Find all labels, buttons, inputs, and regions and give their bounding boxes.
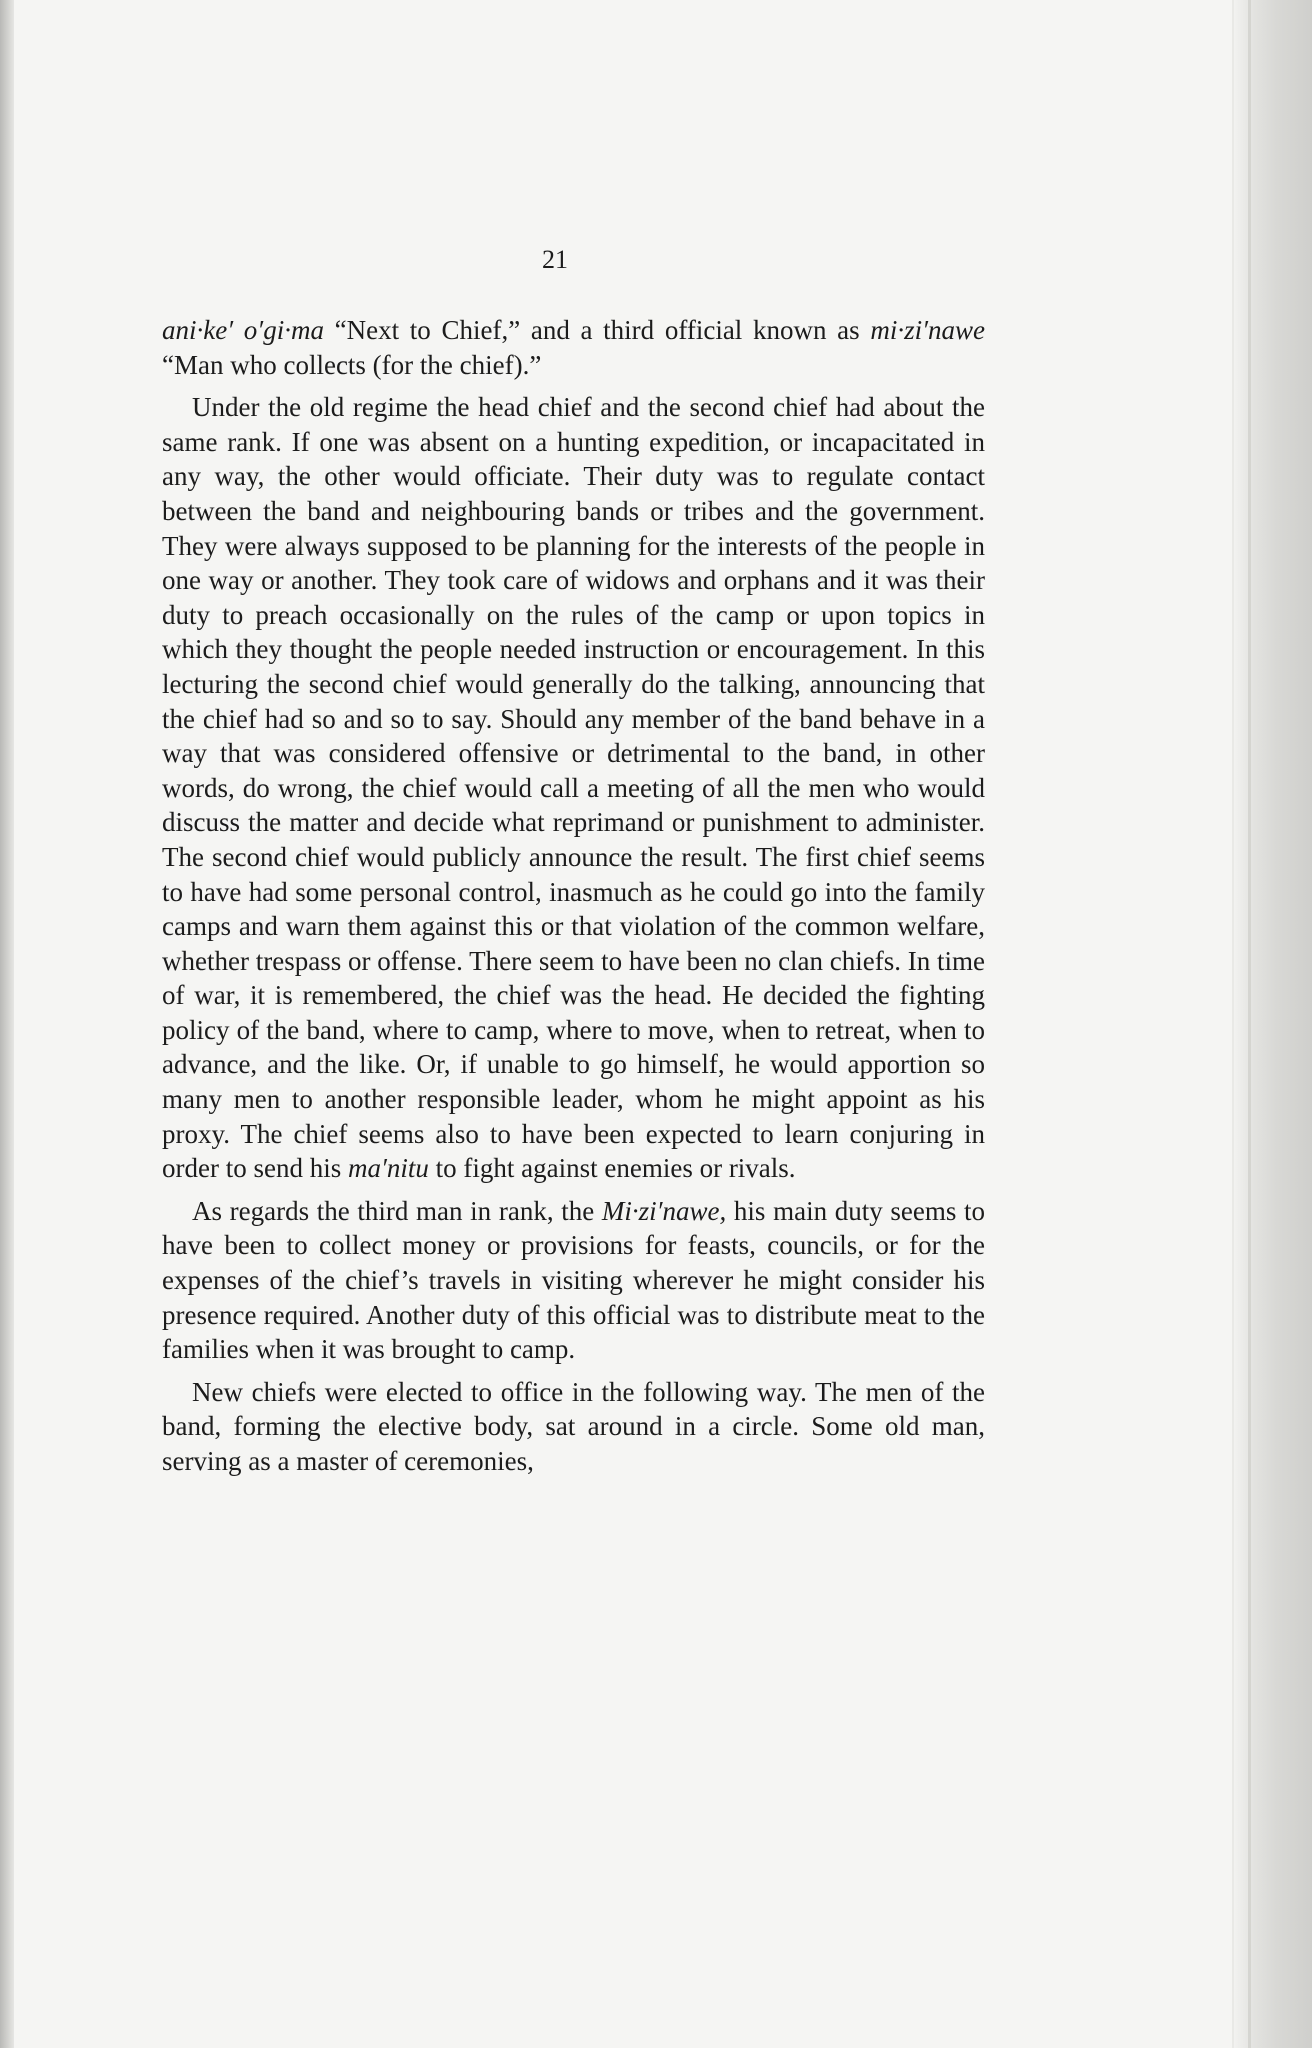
- book-page-edges: [1232, 0, 1312, 2048]
- paragraph-2: [162, 390, 985, 1186]
- text-segment: “Man who collects (for the chief).”: [162, 349, 542, 380]
- page-number: 21: [542, 245, 568, 274]
- native-term: ani·ke′ o′gi·ma: [162, 315, 324, 345]
- native-term: Mi·zi′nawe,: [601, 1195, 727, 1226]
- text-segment: Under the old regime the head chief and the second chief had about the same rank. If one was absent on a hunting expedition, or incapacitated in any way, the other would officiate. Their duty was to regulate contact between the band and neighbouring bands or tribes and the government. They were always supposed to be planning for the interests of the people in one way or another. They took care of widows and orphans and it was their duty to preach occasionally on the rules of the camp or upon topics in which they thought the people needed instruction or encouragement. In this lecturing the second chief would generally do the talking, announcing that the chief had so and so to say. Should any member of the band behave in a way that was considered offensive or detrimental to the band, in other words, do wrong, the chief would call a meeting of all the men who would discuss the matter and decide what reprimand or punishment to administer. The second chief would publicly announce the result. The first chief seems to have had some personal control, inasmuch as he could go into the family camps and warn them against this or that violation of the common welfare, whether trespass or offense. There seem to have been no clan chiefs. In time of war, it is remembered, the chief was the head. He decided the fighting policy of the band, where to camp, where to move, when to retreat, when to advance, and the like. Or, if unable to go himself, he would apportion so many men to another responsible leader, whom he might appoint as his proxy. The chief seems also to have been expected to learn conjuring in order to send his: [162, 392, 985, 1184]
- paragraph-3: [162, 1194, 985, 1367]
- body-text: [162, 313, 985, 1487]
- text-segment: to fight against enemies or rivals.: [428, 1153, 796, 1184]
- paragraph-1: [162, 313, 985, 382]
- native-term: mi·zi′nawe: [870, 315, 985, 345]
- page-left-edge: [0, 0, 14, 2048]
- text-segment: As regards the third man in rank, the: [192, 1195, 602, 1226]
- text-segment: “Next to Chief,” and a third official known as: [323, 315, 871, 345]
- paragraph-4: [162, 1375, 985, 1479]
- text-segment: New chiefs were elected to office in the following way. The men of the band, forming the elective body, sat around in a circle. Some old man, serving as a master of ceremonies,: [162, 1376, 985, 1476]
- text-segment: his main duty seems to have been to collect money or provisions for feasts, councils, or for the expenses of the chief’s travels in visiting wherever he might consider his presence required. Another duty of this official was to distribute meat to the families when it was brought to camp.: [162, 1195, 986, 1365]
- native-term: ma′nitu: [347, 1153, 429, 1184]
